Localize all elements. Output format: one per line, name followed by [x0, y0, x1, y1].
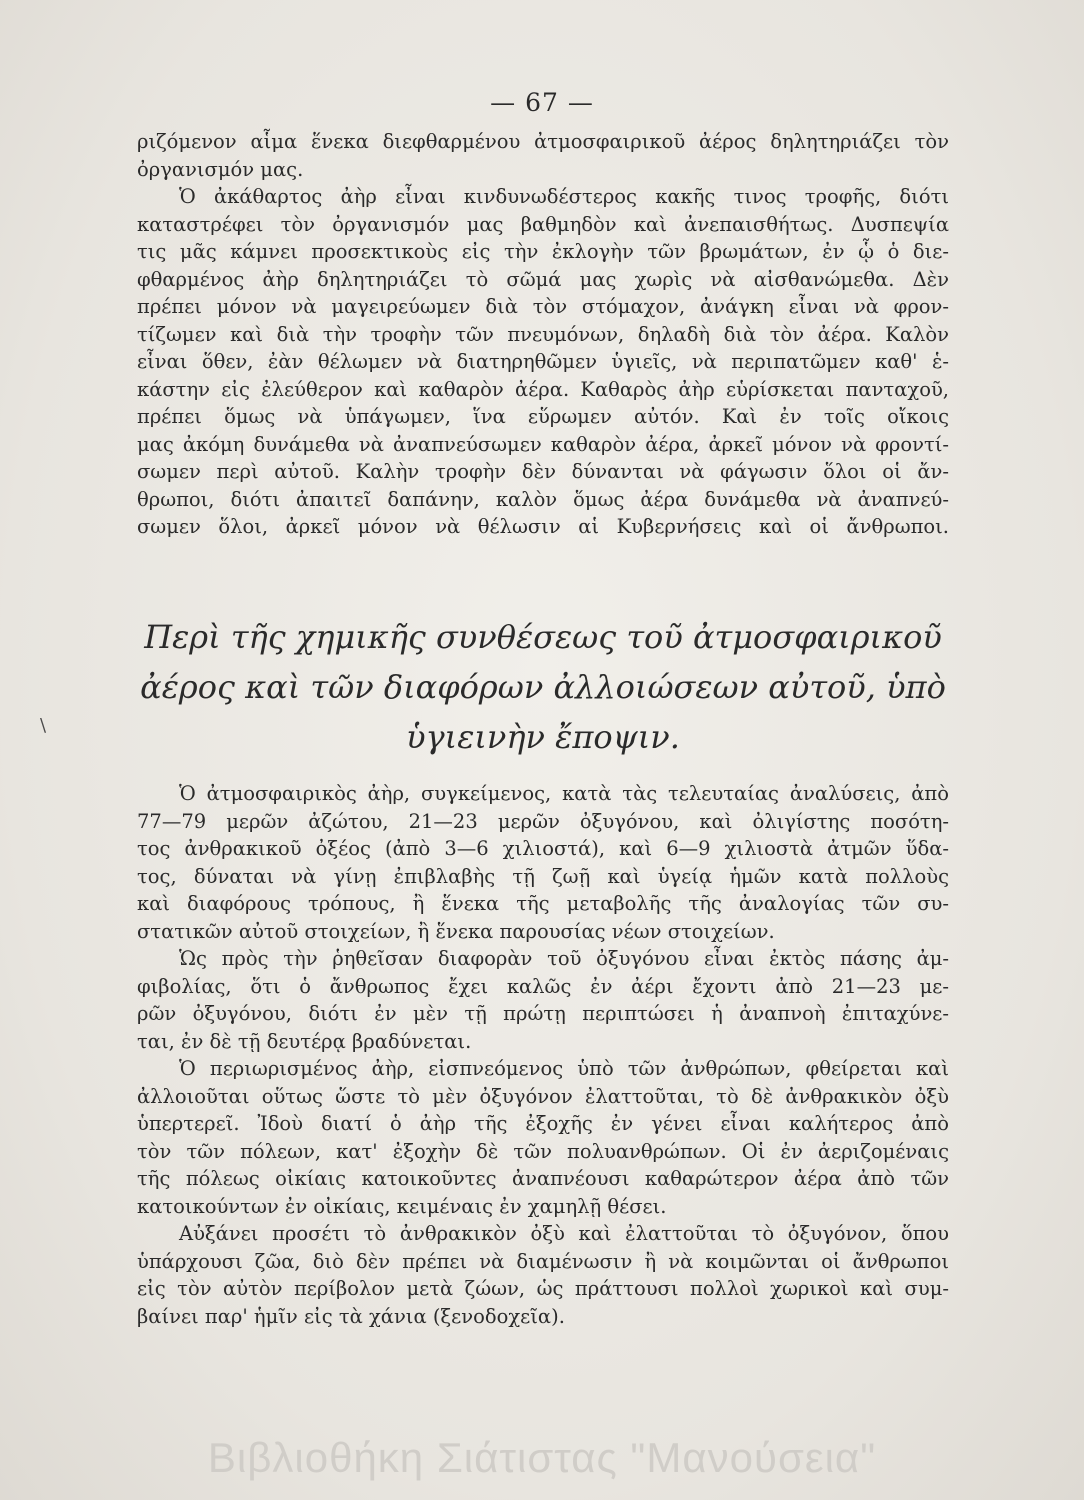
text-line: κατοικούντων ἐν οἰκίαις, κειμέναις ἐν χαμηλῇ θέσει.: [137, 1194, 667, 1218]
text-line: Ὡς πρὸς τὴν ῥηθεῖσαν διαφορὰν τοῦ ὀξυγόνου εἶναι ἐκτὸς πάσης ἀμ-: [179, 947, 949, 970]
text-line: τίζωμεν καὶ διὰ τὴν τροφὴν τῶν πνευμόνων, δηλαδὴ διὰ τὸν ἀέρα. Καλὸν: [137, 322, 949, 346]
text-line: ὑπερτερεῖ. Ἰδοὺ διατί ὁ ἀὴρ τῆς ἐξοχῆς ἐν γένει εἶναι καλήτερος ἀπὸ: [137, 1112, 949, 1135]
text-line: καταστρέφει τὸν ὀργανισμόν μας βαθμηδὸν καὶ ἀνεπαισθήτως. Δυσπεψία: [137, 212, 949, 236]
heading-line: Περὶ τῆς χημικῆς συνθέσεως τοῦ ἀτμοσφαιρικοῦ: [144, 618, 942, 656]
text-line: πρέπει ὅμως νὰ ὑπάγωμεν, ἵνα εὕρωμεν αὐτόν. Καὶ ἐν τοῖς οἴκοις: [137, 405, 949, 428]
intro-paragraph: [137, 128, 949, 541]
text-line: τις μᾶς κάμνει προσεκτικοὺς εἰς τὴν ἐκλογὴν τῶν βρωμάτων, ἐν ᾧ ὁ διε-: [137, 240, 949, 263]
margin-mark: \: [40, 715, 47, 736]
heading-line: ὑγιεινὴν ἔποψιν.: [406, 718, 680, 756]
text-line: τος ἀνθρακικοῦ ὀξέος (ἀπὸ 3—6 χιλιοστά), καὶ 6—9 χιλιοστὰ ἀτμῶν ὕδα-: [137, 837, 949, 860]
text-line: Αὐξάνει προσέτι τὸ ἀνθρακικὸν ὀξὺ καὶ ἐλαττοῦται τὸ ὀξυγόνον, ὅπου: [179, 1222, 949, 1245]
text-line: πρέπει μόνον νὰ μαγειρεύωμεν διὰ τὸν στόμαχον, ἀνάγκη εἶναι νὰ φρον-: [137, 295, 949, 318]
text-line: στατικῶν αὐτοῦ στοιχείων, ἢ ἕνεκα παρουσίας νέων στοιχείων.: [137, 919, 775, 943]
text-line: τὸν τῶν πόλεων, κατ' ἐξοχὴν δὲ τῶν πολυανθρώπων. Οἱ ἐν ἀεριζομέναις: [137, 1139, 949, 1163]
heading-line: ἀέρος καὶ τῶν διαφόρων ἀλλοιώσεων αὐτοῦ, ὑπὸ: [140, 668, 946, 706]
text-line: τῆς πόλεως οἰκίαις κατοικοῦντες ἀναπνέουσι καθαρώτερον ἀέρα ἀπὸ τῶν: [137, 1167, 949, 1190]
text-line: κάστην εἰς ἐλεύθερον καὶ καθαρὸν ἀέρα. Καθαρὸς ἀὴρ εὑρίσκεται πανταχοῦ,: [137, 377, 949, 401]
text-line: τος, δύναται νὰ γίνῃ ἐπιβλαβὴς τῇ ζωῇ καὶ ὑγείᾳ ἡμῶν κατὰ πολλοὺς: [137, 864, 949, 888]
text-line: Ὁ ἀκάθαρτος ἀὴρ εἶναι κινδυνωδέστερος κακῆς τινος τροφῆς, διότι: [179, 185, 949, 208]
text-line: ὀργανισμόν μας.: [137, 157, 304, 181]
text-line: σωμεν περὶ αὐτοῦ. Καλὴν τροφὴν δὲν δύνανται νὰ φάγωσιν ὅλοι οἱ ἄν-: [137, 460, 949, 483]
text-line: ται, ἐν δὲ τῇ δευτέρᾳ βραδύνεται.: [137, 1029, 472, 1053]
text-line: ρῶν ὀξυγόνου, διότι ἐν μὲν τῇ πρώτῃ περιπτώσει ἡ ἀναπνοὴ ἐπιταχύνε-: [137, 1002, 949, 1025]
text-line: ὑπάρχουσι ζῶα, διὸ δὲν πρέπει νὰ διαμένωσιν ἢ νὰ κοιμῶνται οἱ ἄνθρωποι: [137, 1249, 949, 1273]
library-watermark: Βιβλιοθήκη Σιάτιστας "Μανούσεια": [207, 1434, 877, 1481]
text-line: Ὁ ἀτμοσφαιρικὸς ἀὴρ, συγκείμενος, κατὰ τὰς τελευταίας ἀναλύσεις, ἀπὸ: [179, 782, 949, 805]
body-paragraphs: [137, 780, 949, 1330]
text-line: φιβολίας, ὅτι ὁ ἄνθρωπος ἔχει καλῶς ἐν ἀέρι ἔχοντι ἀπὸ 21—23 με-: [137, 974, 949, 998]
text-line: καὶ διαφόρους τρόπους, ἢ ἕνεκα τῆς μεταβολῆς τῆς ἀναλογίας τῶν συ-: [137, 892, 949, 915]
text-line: ριζόμενον αἷμα ἕνεκα διεφθαρμένου ἀτμοσφαιρικοῦ ἀέρος δηλητηριάζει τὸν: [137, 130, 949, 153]
text-line: εἰς τὸν αὐτὸν περίβολον μετὰ ζώων, ὡς πράττουσι πολλοὶ χωρικοὶ καὶ συμ-: [137, 1277, 949, 1300]
text-line: σωμεν ὅλοι, ἀρκεῖ μόνον νὰ θέλωσιν αἱ Κυβερνήσεις καὶ οἱ ἄνθρωποι.: [137, 515, 949, 538]
text-line: 77—79 μερῶν ἀζώτου, 21—23 μερῶν ὀξυγόνου, καὶ ὀλιγίστης ποσότη-: [137, 809, 949, 833]
text-line: ἀλλοιοῦται οὕτως ὥστε τὸ μὲν ὀξυγόνον ἐλαττοῦται, τὸ δὲ ἀνθρακικὸν ὀξὺ: [137, 1084, 949, 1108]
text-line: θρωποι, διότι ἀπαιτεῖ δαπάνην, καλὸν ὅμως ἀέρα δυνάμεθα νὰ ἀναπνεύ-: [137, 487, 949, 511]
text-line: Ὁ περιωρισμένος ἀὴρ, εἰσπνεόμενος ὑπὸ τῶν ἀνθρώπων, φθείρεται καὶ: [179, 1057, 949, 1080]
text-line: φθαρμένος ἀὴρ δηλητηριάζει τὸ σῶμά μας χωρὶς νὰ αἰσθανώμεθα. Δὲν: [137, 267, 949, 291]
section-heading: [137, 612, 949, 762]
text-line: μας ἀκόμη δυνάμεθα νὰ ἀναπνεύσωμεν καθαρὸν ἀέρα, ἀρκεῖ μόνον νὰ φροντί-: [137, 432, 949, 456]
text-line: εἶναι ὅθεν, ἐὰν θέλωμεν νὰ διατηρηθῶμεν ὑγιεῖς, νὰ περιπατῶμεν καθ' ἑ-: [137, 350, 949, 373]
text-line: βαίνει παρ' ἡμῖν εἰς τὰ χάνια (ξενοδοχεῖα).: [137, 1304, 565, 1328]
page-number: — 67 —: [490, 88, 594, 117]
